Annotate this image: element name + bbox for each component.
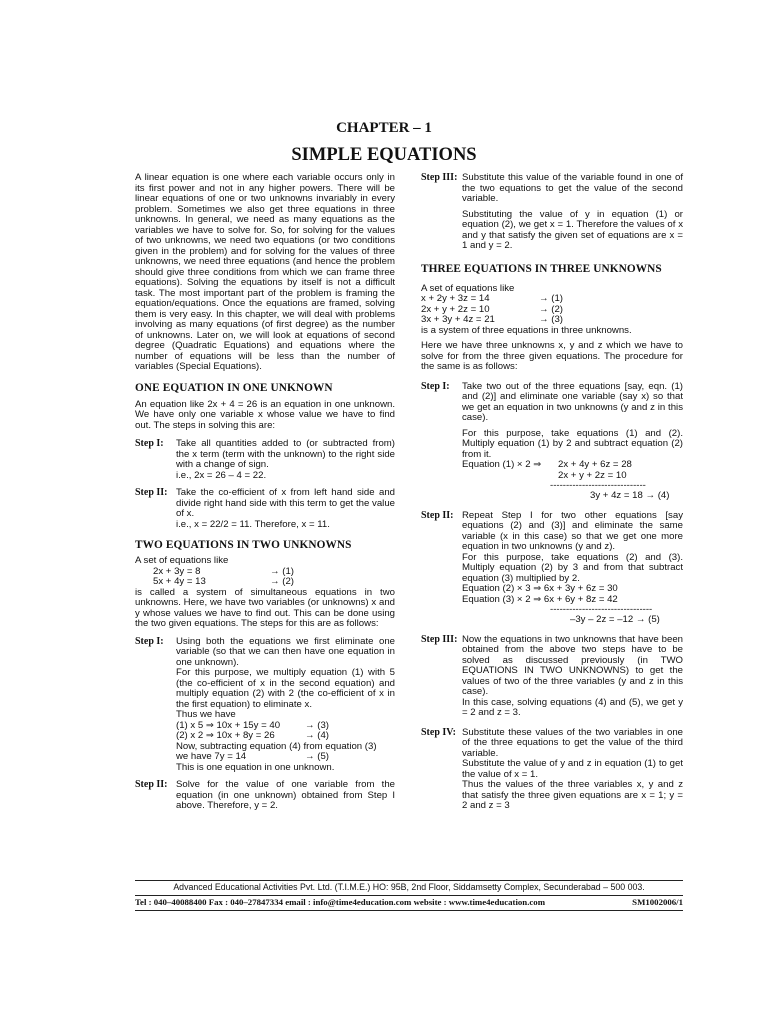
footer-contact: Tel : 040–40088400 Fax : 040–27847334 email : info@time4education.com website : www.time4education.com: [135, 897, 546, 907]
section-one-intro: An equation like 2x + 4 = 26 is an equation in one unknown. We have only one variable x whose value we have to find out. The steps in solving this are:: [135, 398, 395, 431]
page-title: SIMPLE EQUATIONS: [291, 145, 477, 165]
step-1-one-unknown: [135, 439, 395, 481]
step-text: Take two out of the three equations [say, eqn. (1) and (2)] and eliminate one variable (say x) so that we get an equation in two unknowns (y and z in this case).: [462, 380, 683, 423]
section-heading-one-equation: ONE EQUATION IN ONE UNKNOWN: [135, 381, 333, 394]
footer-middle-rule: [135, 895, 683, 896]
step-label: Step III:: [421, 172, 458, 183]
equation-set-intro: A set of equations like: [135, 555, 229, 566]
equation-row: we have 7y = 14 → (5): [176, 751, 329, 762]
step-text: For this purpose, take equations (2) and (3). Multiply equation (2) by 3 and from that subtract equation (3) multiplied by 2.: [462, 551, 683, 584]
step-text: Take the co-efficient of x from left hand side and divide right hand side with this term to get the value of x.: [176, 487, 395, 519]
step-label: Step II:: [135, 779, 168, 790]
equation-row: Equation (3) × 2 ⇒ 6x + 6y + 8z = 42: [462, 593, 618, 605]
step-label: Step II:: [135, 487, 168, 498]
step-label: Step I:: [135, 438, 164, 449]
footer-top-rule: [135, 880, 683, 881]
equation-row: 3y + 4z = 18 → (4): [590, 490, 670, 501]
divider-dashes: ------------------------------: [550, 480, 646, 491]
equation-row: 2x + y + 2z = 10: [558, 469, 627, 481]
section-two-text: is called a system of simultaneous equations in two unknowns. Here, we have two variables (or unknowns) x and y whose values we have to find out. This can be done using the two given equations. The steps for this are as follows:: [135, 586, 395, 629]
equation-row: Equation (2) × 3 ⇒ 6x + 3y + 6z = 30: [462, 583, 618, 594]
step-text: This is one equation in one unknown.: [176, 761, 335, 773]
chapter-label: CHAPTER – 1: [336, 120, 432, 136]
equation-row: 3x + 3y + 4z = 21 → (3): [421, 314, 563, 325]
step-text: Substituting the value of y in equation (1) or equation (2), we get x = 1. Therefore the values of x and y that satisfy the given set of equations are x = 1 and y = 2.: [462, 208, 683, 251]
equation-row: (2) x 2 ⇒ 10x + 8y = 26 → (4): [176, 730, 329, 741]
step-3-two-unknowns: [421, 173, 683, 252]
left-column: [135, 173, 395, 817]
section-three-text: Here we have three unknowns x, y and z which we have to solve for from the three given equations. The procedure for the same is as follows:: [421, 340, 683, 372]
step-text: Using both the equations we first eliminate one variable (so that we can then have one equation in one unknown).: [176, 635, 395, 668]
section-heading-two-equations: TWO EQUATIONS IN TWO UNKNOWNS: [135, 539, 352, 551]
right-column: [421, 173, 683, 817]
step-text: Substitute the value of y and z in equation (1) to get the value of x = 1.: [462, 758, 683, 780]
intro-paragraph: A linear equation is one where each variable occurs only in its first power and not in any higher powers. There will be linear equations of one or two unknowns invariably in every problem. Sometimes we also get three equations in three unknowns. In general, we need as many equations as the variables we have to solve for. So, for solving for the values of two unknowns, we need two equations (or two conditions given in the problem) and for solving for the values of three unknowns, we need three equations (and hence the problem should give three conditions from which we can frame three equations). Solving the equations by itself is not a difficult task. The most important part of the problem is framing the equation/equations. Once the equations are framed, solving them is very easy. In this chapter, we will deal with problems involving as many equations (of first degree) as the number of unknowns. Later on, we will look at equations of second degree (Quadratic Equations) and equations where the number of equations will be less than the number of variables (Special Equations).: [135, 172, 395, 372]
step-text: Substitute these values of the two variables in one of the three equations to get the value of the third variable.: [462, 726, 683, 759]
step-example: i.e., 2x = 26 – 4 = 22.: [176, 469, 267, 481]
step-label: Step II:: [421, 509, 454, 521]
step-4-three-unknowns: [421, 728, 683, 812]
step-1-two-unknowns: [135, 637, 395, 774]
step-label: Step I:: [421, 380, 450, 392]
step-text: Substitute this value of the variable found in one of the two equations to get the value of the second variable.: [462, 172, 683, 204]
step-3-three-unknowns: [421, 635, 683, 719]
equation-row: –3y – 2z = –12 → (5): [570, 614, 660, 625]
step-text: Now the equations in two unknowns that have been obtained from the above two steps have to be solved as discussed previously (in TWO EQUATIONS IN TWO UNKNOWNS) to get the values of two of the three variables (y and z in this case).: [462, 633, 683, 697]
step-2-one-unknown: [135, 488, 395, 530]
step-text: For this purpose, we multiply equation (1) with 5 (the co-efficient of x in the second equation) and multiply equation (2) with 2 (the co-efficient of x in the first equation) to eliminate x.: [176, 667, 395, 710]
equation-row: Equation (1) × 2 ⇒ 2x + 4y + 6z = 28: [462, 459, 632, 470]
step-label: Step I:: [135, 635, 164, 647]
equation-row: 2x + 3y = 8 → (1): [153, 565, 294, 577]
step-text: Thus the values of the three variables x, y and z that satisfy the three given equations are x = 1; y = 2 and z = 3: [462, 779, 683, 811]
step-2-two-unknowns: [135, 780, 395, 812]
system-text: is a system of three equations in three unknowns.: [421, 324, 632, 336]
footer-address: Advanced Educational Activities Pvt. Ltd. (T.I.M.E.) HO: 95B, 2nd Floor, Siddamsetty Complex, Secunderabad – 500 003.: [173, 882, 645, 892]
step-label: Step III:: [421, 633, 458, 645]
footer-bottom-rule: [135, 910, 683, 911]
step-text: Solve for the value of one variable from the equation (in one unknown) obtained from Step I above. Therefore, y = 2.: [176, 779, 395, 811]
step-example: i.e., x = 22/2 = 11. Therefore, x = 11.: [176, 518, 330, 530]
equation-set-intro: A set of equations like: [421, 282, 515, 294]
step-2-three-unknowns: [421, 511, 683, 626]
step-label: Step IV:: [421, 726, 456, 738]
step-text: Now, subtracting equation (4) from equation (3): [176, 740, 377, 752]
equation-row: x + 2y + 3z = 14 → (1): [421, 293, 563, 304]
step-text: Thus we have: [176, 709, 236, 720]
step-text: In this case, solving equations (4) and (5), we get y = 2 and z = 3.: [462, 696, 683, 718]
equation-row: (1) x 5 ⇒ 10x + 15y = 40 → (3): [176, 719, 329, 731]
step-1-three-unknowns: [421, 382, 683, 502]
step-text: Repeat Step I for two other equations [say equations (2) and (3)] and eliminate the same variable (x in this case) so that we get one more equation in two unknowns (y and z).: [462, 509, 683, 552]
equation-row: 5x + 4y = 13 → (2): [153, 576, 294, 587]
equation-row: 2x + y + 2z = 10 → (2): [421, 303, 563, 315]
step-text: Take all quantities added to (or subtracted from) the x term (term with the unknown) to the right side with a change of sign.: [176, 438, 395, 470]
divider-dashes: --------------------------------: [550, 604, 653, 615]
section-heading-three-equations: THREE EQUATIONS IN THREE UNKNOWNS: [421, 262, 662, 275]
footer-document-code: SM1002006/1: [632, 897, 683, 907]
step-text: For this purpose, take equations (1) and (2). Multiply equation (1) by 2 and subtract equation (2) from it.: [462, 427, 683, 460]
